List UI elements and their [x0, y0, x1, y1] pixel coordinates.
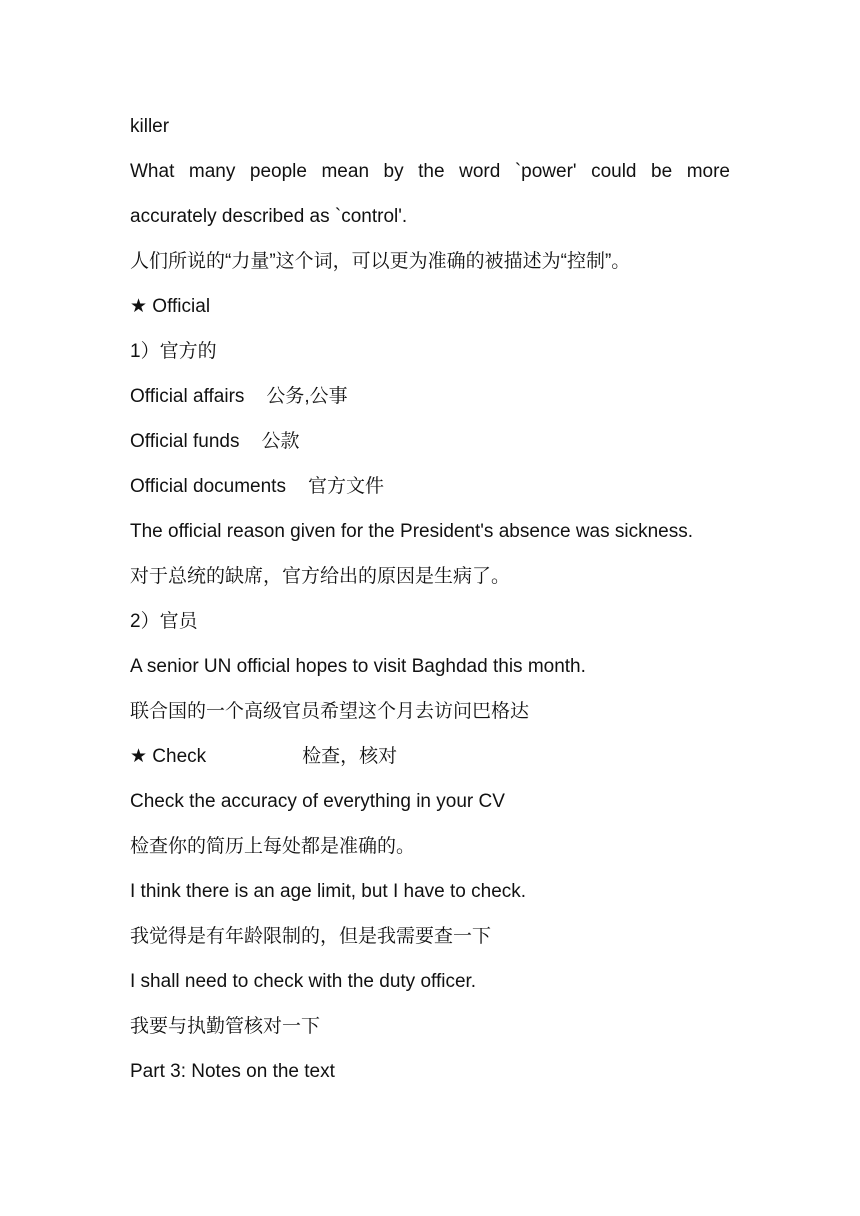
example-sentence-power: What many people mean by the word `power' could be more [130, 161, 730, 182]
example-sentence-duty-officer: I shall need to check with the duty officer. [130, 971, 477, 992]
vocab-heading-official: ★ Official [130, 296, 211, 317]
example-sentence-power-continued: accurately described as `control'. [130, 206, 408, 227]
vocab-meaning: 检查，核对 [302, 746, 398, 767]
phrase-official-documents [130, 475, 730, 499]
phrase-zh: 公款 [261, 431, 300, 452]
translation-power: 人们所说的“力量”这个词，可以更为准确的被描述为“控制”。 [130, 251, 631, 272]
phrase-en: Official funds [130, 431, 240, 452]
example-sentence-check-cv: Check the accuracy of everything in your CV [130, 791, 505, 812]
phrase-official-funds [130, 430, 730, 454]
translation-duty-officer: 我要与执勤管核对一下 [130, 1016, 321, 1037]
phrase-en: Official documents [130, 476, 286, 497]
phrase-official-affairs [130, 385, 730, 409]
example-sentence-un-official: A senior UN official hopes to visit Baghdad this month. [130, 656, 586, 677]
sense-1-official: 1）官方的 [130, 341, 217, 362]
phrase-zh: 公务,公事 [266, 386, 348, 407]
sense-2-official: 2）官员 [130, 611, 198, 632]
phrase-zh: 官方文件 [307, 476, 384, 497]
translation-un-official: 联合国的一个高级官员希望这个月去访问巴格达 [130, 701, 530, 722]
phrase-en: Official affairs [130, 386, 245, 407]
vocab-heading-check [130, 745, 730, 769]
example-sentence-age-limit: I think there is an age limit, but I have to check. [130, 881, 527, 902]
text-line-killer: killer [130, 116, 170, 137]
example-sentence-official-reason: The official reason given for the President's absence was sickness. [130, 521, 694, 542]
translation-age-limit: 我觉得是有年龄限制的，但是我需要查一下 [130, 926, 492, 947]
vocab-word: ★ Check [130, 746, 207, 767]
translation-official-reason: 对于总统的缺席，官方给出的原因是生病了。 [130, 566, 511, 587]
section-heading-part-3: Part 3: Notes on the text [130, 1061, 335, 1082]
translation-check-cv: 检查你的简历上每处都是准确的。 [130, 836, 416, 857]
